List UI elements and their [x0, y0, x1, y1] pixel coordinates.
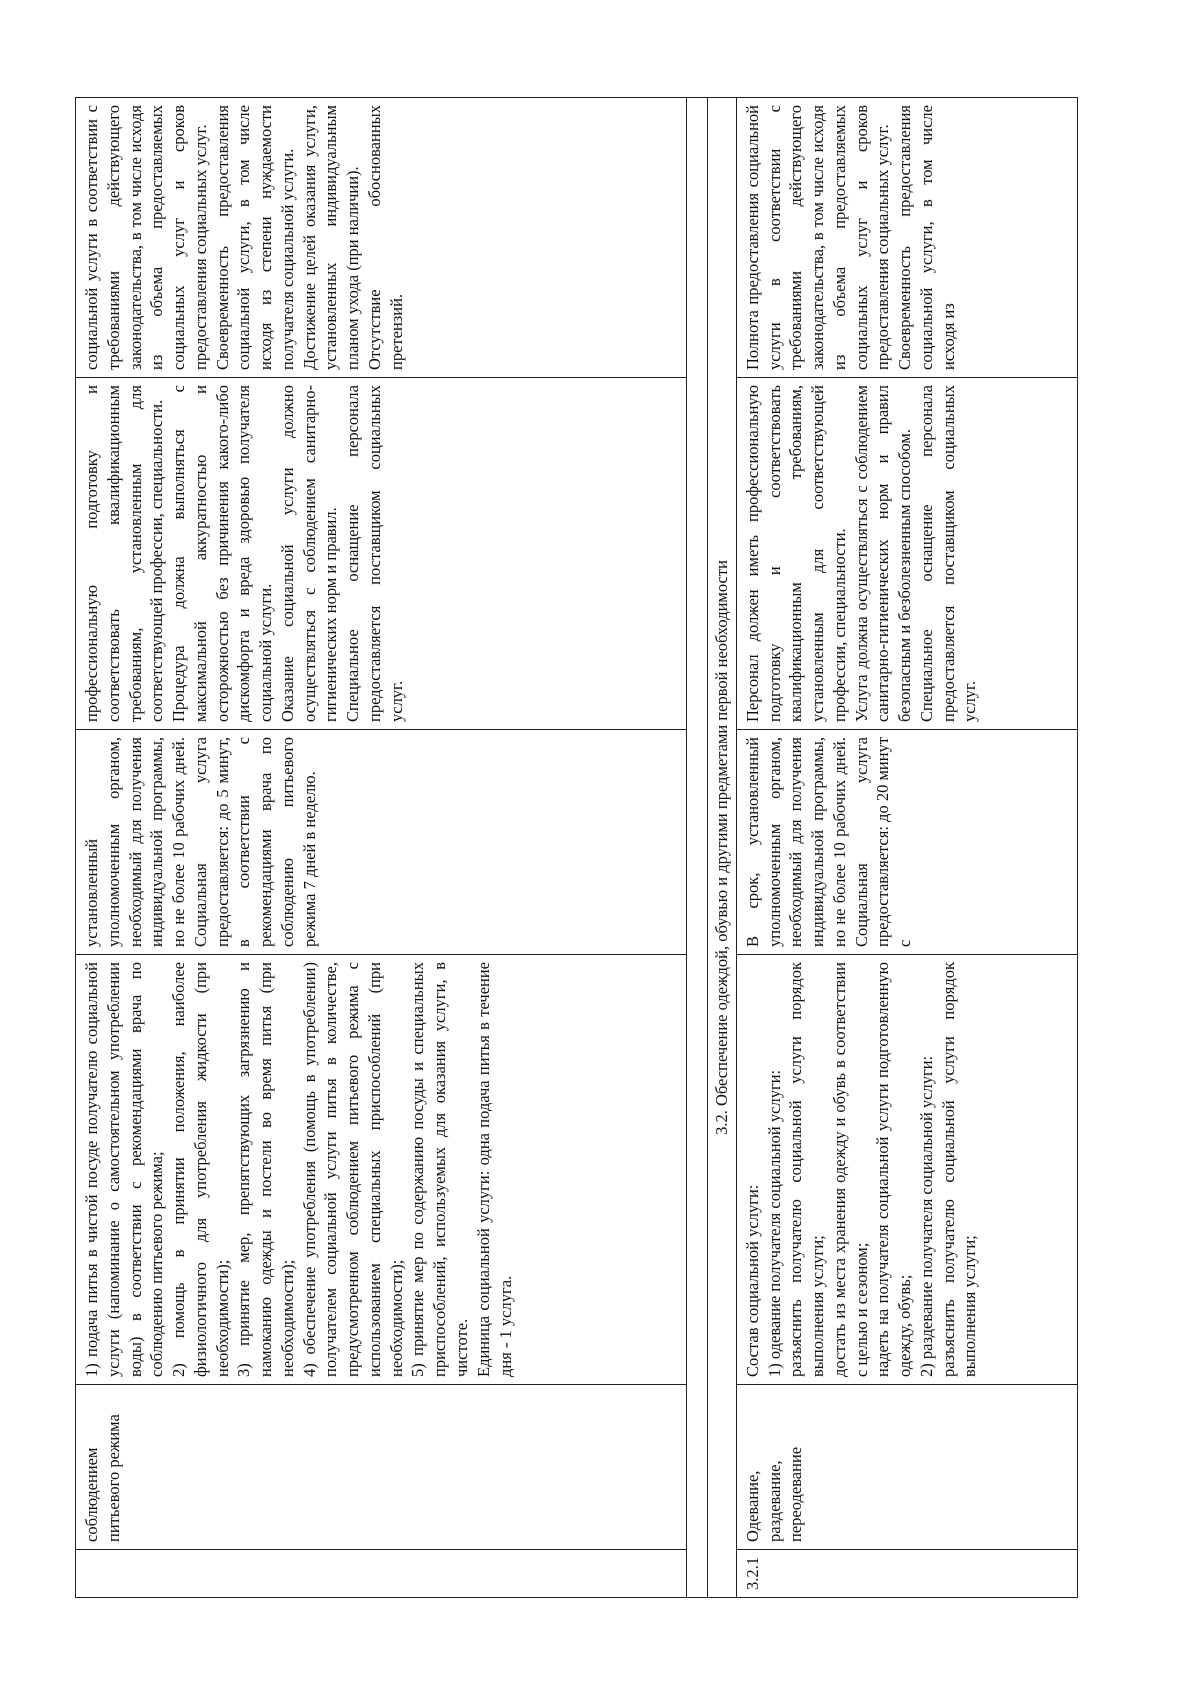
row1-term-text: установленный уполномоченным органом, необходимый для получения индивидуальной программы, но не более 10 рабочих дней. Социальная услуга предоставляется: до 5 минут, в соответствии с рекомендациями врача по соблюдению питьевого режима 7 дней в неделю.	[82, 737, 319, 947]
row1-description-cell	[76, 955, 687, 1385]
table-row	[736, 98, 1077, 1598]
row2-description-cell	[736, 955, 1077, 1385]
row2-qual-line: Специальное оснащение персонала предоставляется поставщиком социальных услуг.	[916, 385, 980, 722]
row1-service-name: соблюдением питьевого режима	[76, 1385, 687, 1550]
row1-unit-line: Единица социальной услуги: одна подача питья в течение дня - 1 услуга.	[473, 962, 515, 1377]
row1-eval-line: Отсутствие обоснованных претензий.	[364, 105, 406, 370]
row1-qual-line: Специальное оснащение персонала предоставляется поставщиком социальных услуг.	[343, 385, 406, 722]
services-table	[75, 97, 1078, 1598]
row1-eval-line: Своевременность предоставления социальной услуги, в том числе исходя из степени нуждаемости получателя социальной услуги.	[212, 105, 297, 370]
row2-desc-line: Состав социальной услуги:	[742, 1184, 762, 1377]
row2-desc-line: разъяснить получателю социальной услуги порядок выполнения услуги;	[938, 962, 980, 1377]
table-row	[76, 98, 687, 1598]
row2-desc-line: достать из места хранения одежду и обувь в соответствии с целью и сезоном;	[829, 962, 871, 1377]
row1-evaluation-cell	[76, 98, 687, 378]
section-heading-row	[708, 98, 737, 1598]
row1-eval-line: Достижение целей оказания услуги, установленных индивидуальным планом ухода (при наличии).	[299, 105, 363, 370]
row2-desc-line: разъяснить получателю социальной услуги порядок выполнения услуги;	[786, 962, 828, 1377]
row2-qual-line: Персонал должен иметь профессиональную подготовку и соответствовать квалификационным требованиям, установленным для соответствующей профессии, специальности.	[742, 385, 849, 722]
row2-number-cell: 3.2.1	[736, 1550, 1077, 1598]
row2-eval-line: Своевременность предоставления социальной услуги, в том числе исходя из	[895, 105, 958, 370]
row1-term-cell	[76, 730, 687, 955]
row2-qual-line: Услуга должна осуществляться с соблюдением санитарно-гигиенических норм и правил безопасным и безболезненным способом.	[851, 385, 915, 722]
row2-term-cell	[736, 730, 1077, 955]
row2-term-text: В срок, установленный уполномоченным органом, необходимый для получения индивидуальной программы, но не более 10 рабочих дней. Социальная услуга предоставляется: до 20 минут с	[742, 736, 915, 947]
row1-qual-line: Процедура должна выполняться с максимальной аккуратностью и осторожностью без причинения какого-либо дискомфорта и вреда здоровью получателя социальной услуги.	[169, 385, 276, 722]
row1-quality-cell	[76, 378, 687, 730]
row1-number-cell	[76, 1550, 687, 1598]
row2-desc-line: 1) одевание получателя социальной услуги:	[764, 1069, 784, 1377]
rotated-page	[75, 98, 1125, 1598]
row2-service-name: Одевание, раздевание, переодевание	[736, 1385, 1077, 1550]
row2-desc-line: надеть на получателя социальной услуги подготовленную одежду, обувь;	[873, 962, 915, 1377]
row2-eval-line: Полнота предоставления социальной услуги в соответствии с требованиями действующего законодательства, в том числе исходя из объема предоставляемых социальных услуг и сроков предоставления социальных услуг.	[742, 105, 893, 370]
row1-desc-line: 4) обеспечение употребления (помощь в употреблении) получателем социальной услуги питья в количестве, предусмотренном соблюдением питьевого режима с использованием специальных приспособлений (при необходимости);	[299, 962, 406, 1377]
row2-evaluation-cell	[736, 98, 1077, 378]
spacer-cell	[687, 98, 708, 1598]
row1-qual-line: профессиональную подготовку и соответствовать квалификационным требованиям, установленным для соответствующей профессии, специальности.	[82, 385, 167, 722]
row1-desc-line: 5) принятие мер по содержанию посуды и специальных приспособлений, используемых для оказания услуги, в чистоте.	[408, 962, 472, 1377]
row1-desc-line: 2) помощь в принятии положения, наиболее физиологичного для употребления жидкости (при необходимости);	[169, 962, 232, 1377]
row1-desc-line: 1) подача питья в чистой посуде получателю социальной услуги (напоминание о самостоятельном употреблении воды) в соответствии с рекомендациями врача по соблюдению питьевого режима;	[82, 962, 167, 1377]
row1-qual-line: Оказание социальной услуги должно осуществляться с соблюдением санитарно-гигиенических норм и правил.	[277, 385, 341, 722]
section-title: 3.2. Обеспечение одеждой, обувью и другими предметами первой необходимости	[708, 98, 737, 1598]
row1-desc-line: 3) принятие мер, препятствующих загрязнению и намоканию одежды и постели во время питья (при необходимости);	[234, 962, 297, 1377]
row2-quality-cell	[736, 378, 1077, 730]
row1-eval-line: социальной услуги в соответствии с требованиями действующего законодательства, в том числе исходя из объема предоставляемых социальных услуг и сроков предоставления социальных услуг.	[82, 105, 210, 370]
row2-desc-line: 2) раздевание получателя социальной услуги:	[916, 1055, 936, 1377]
table-spacer-row	[687, 98, 708, 1598]
